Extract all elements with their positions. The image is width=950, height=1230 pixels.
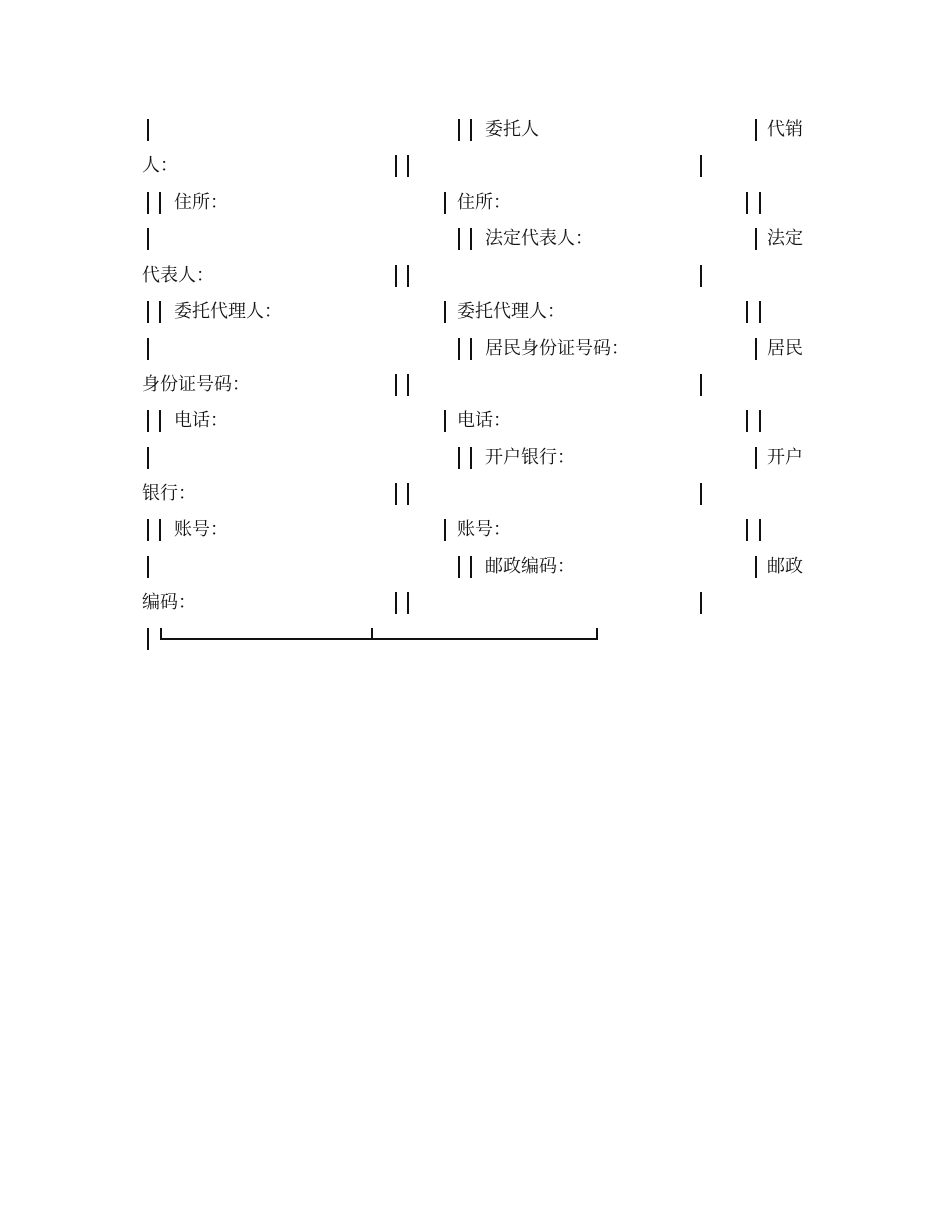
table-border bbox=[147, 447, 149, 469]
agent-address-label: 住所： bbox=[457, 192, 511, 213]
principal-address-label: 住所： bbox=[174, 192, 228, 213]
table-border bbox=[700, 265, 702, 287]
agent-account-label: 账号： bbox=[457, 519, 511, 540]
agent-postcode-label-end: 编码： bbox=[142, 592, 196, 613]
form-row-id bbox=[0, 334, 950, 370]
table-border bbox=[147, 192, 149, 214]
table-border bbox=[395, 592, 397, 614]
table-border bbox=[746, 519, 748, 541]
table-border bbox=[759, 301, 761, 323]
table-border bbox=[759, 519, 761, 541]
table-border bbox=[395, 155, 397, 177]
agent-legal-rep-label-start: 法定 bbox=[767, 228, 803, 249]
table-border bbox=[444, 301, 446, 323]
table-border bbox=[755, 119, 757, 141]
table-border bbox=[700, 155, 702, 177]
agent-proxy-label: 委托代理人： bbox=[457, 301, 565, 322]
table-border bbox=[147, 338, 149, 360]
table-border bbox=[458, 447, 460, 469]
agent-phone-label: 电话： bbox=[457, 410, 511, 431]
principal-phone-label: 电话： bbox=[174, 410, 228, 431]
agent-heading-end: 人： bbox=[142, 155, 178, 176]
agent-id-label-start: 居民 bbox=[767, 338, 803, 359]
principal-bank-label: 开户银行： bbox=[485, 447, 575, 468]
principal-postcode-label: 邮政编码： bbox=[485, 556, 575, 577]
table-bottom-rule bbox=[160, 638, 598, 640]
agent-legal-rep-label-end: 代表人： bbox=[142, 265, 214, 286]
table-border bbox=[147, 628, 149, 650]
table-border bbox=[159, 192, 161, 214]
form-row-postcode bbox=[0, 552, 950, 588]
table-border bbox=[458, 338, 460, 360]
table-border bbox=[407, 374, 409, 396]
table-border bbox=[700, 483, 702, 505]
table-border bbox=[755, 447, 757, 469]
principal-heading: 委托人 bbox=[485, 119, 539, 140]
table-border bbox=[395, 265, 397, 287]
table-border bbox=[407, 592, 409, 614]
table-border bbox=[700, 592, 702, 614]
form-row-agent-heading-wrap bbox=[0, 151, 950, 187]
form-row-bank bbox=[0, 443, 950, 479]
table-border bbox=[458, 228, 460, 250]
agent-bank-label-end: 银行： bbox=[142, 483, 196, 504]
form-row-postcode-wrap bbox=[0, 588, 950, 624]
table-border bbox=[444, 410, 446, 432]
principal-proxy-label: 委托代理人： bbox=[174, 301, 282, 322]
table-border bbox=[746, 410, 748, 432]
table-border bbox=[395, 374, 397, 396]
form-row-proxy bbox=[0, 297, 950, 333]
table-border bbox=[700, 374, 702, 396]
table-border bbox=[407, 483, 409, 505]
table-junction bbox=[371, 628, 373, 640]
table-border bbox=[159, 519, 161, 541]
form-row-legal-rep bbox=[0, 224, 950, 260]
agent-bank-label-start: 开户 bbox=[767, 447, 803, 468]
table-border bbox=[755, 338, 757, 360]
table-border bbox=[147, 519, 149, 541]
table-border bbox=[395, 483, 397, 505]
table-border bbox=[458, 119, 460, 141]
form-row-address bbox=[0, 188, 950, 224]
table-border bbox=[159, 410, 161, 432]
table-border bbox=[147, 228, 149, 250]
table-border bbox=[407, 155, 409, 177]
form-row-legal-rep-wrap bbox=[0, 261, 950, 297]
principal-id-label: 居民身份证号码： bbox=[485, 338, 629, 359]
agent-postcode-label-start: 邮政 bbox=[767, 556, 803, 577]
table-border bbox=[470, 228, 472, 250]
principal-legal-rep-label: 法定代表人： bbox=[485, 228, 593, 249]
table-border bbox=[147, 301, 149, 323]
table-border bbox=[746, 192, 748, 214]
table-border bbox=[147, 410, 149, 432]
table-border bbox=[759, 192, 761, 214]
table-border bbox=[755, 228, 757, 250]
form-row-account bbox=[0, 515, 950, 551]
form-row-principal-agent-heading bbox=[0, 115, 950, 151]
table-border bbox=[458, 556, 460, 578]
table-border bbox=[470, 338, 472, 360]
table-border bbox=[147, 119, 149, 141]
table-border bbox=[470, 119, 472, 141]
form-row-bank-wrap bbox=[0, 479, 950, 515]
form-row-id-wrap bbox=[0, 370, 950, 406]
form-row-phone bbox=[0, 406, 950, 442]
table-border bbox=[444, 519, 446, 541]
table-corner-right bbox=[596, 628, 598, 640]
table-border bbox=[407, 265, 409, 287]
agent-heading-start: 代销 bbox=[767, 119, 803, 140]
agent-id-label-end: 身份证号码： bbox=[142, 374, 250, 395]
table-border bbox=[159, 301, 161, 323]
table-border bbox=[759, 410, 761, 432]
table-border bbox=[147, 556, 149, 578]
principal-account-label: 账号： bbox=[174, 519, 228, 540]
table-border bbox=[470, 447, 472, 469]
table-border bbox=[470, 556, 472, 578]
table-border bbox=[746, 301, 748, 323]
table-border bbox=[444, 192, 446, 214]
table-border bbox=[755, 556, 757, 578]
